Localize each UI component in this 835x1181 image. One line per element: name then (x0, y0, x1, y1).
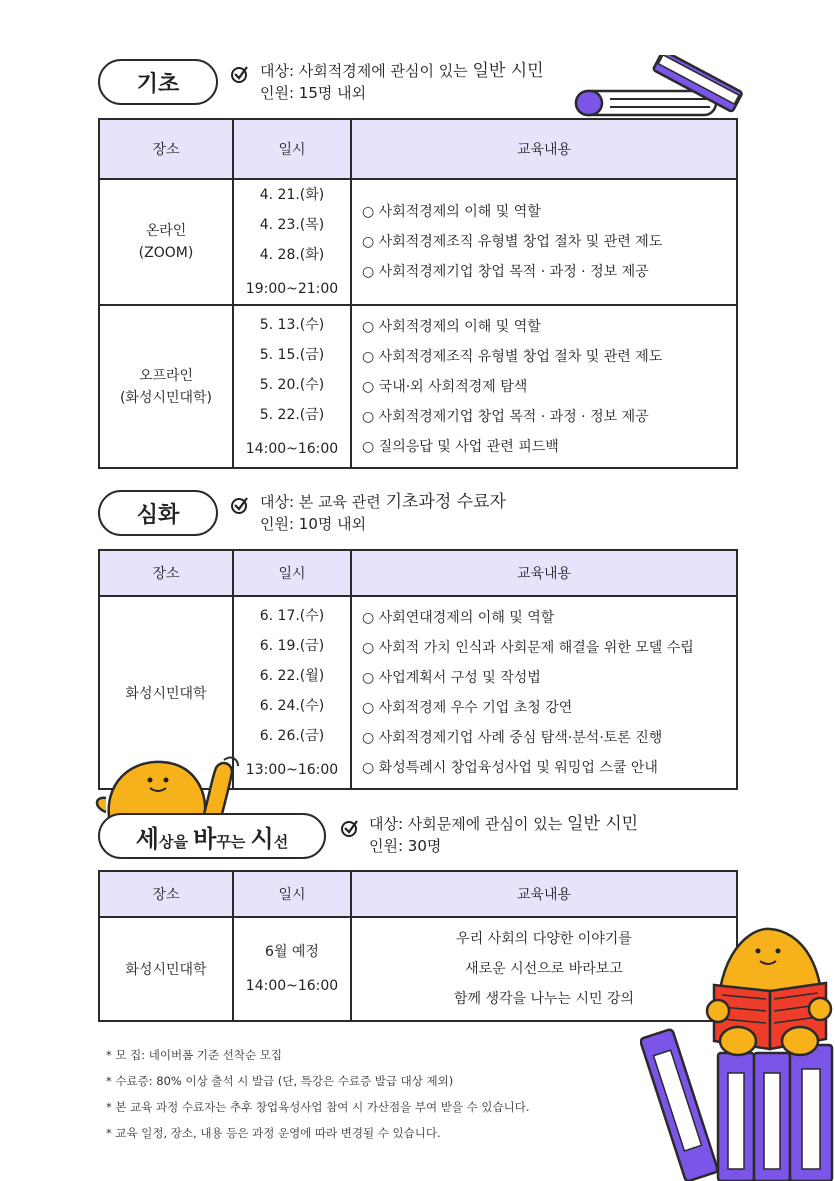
notes-list (106, 1042, 530, 1146)
header-content: 교육내용 (351, 119, 737, 179)
check-icon (230, 64, 250, 84)
place-cell (99, 305, 233, 468)
content-item: ○ 사회적경제조직 유형별 창업 절차 및 관련 제도 (362, 227, 736, 257)
date: 5. 15.(금) (259, 346, 325, 363)
advanced-target-emphasis: 기초과정 수료자 (385, 492, 506, 512)
place-sub: (ZOOM) (138, 245, 194, 261)
date: 6. 24.(수) (259, 697, 325, 714)
badge-text: 상을 (158, 832, 194, 851)
note-item: * 교육 일정, 장소, 내용 등은 과정 운영에 따라 변경될 수 있습니다. (106, 1126, 441, 1140)
lecture-badge (98, 813, 326, 859)
content-cell (351, 596, 737, 789)
time: 19:00~21:00 (245, 281, 339, 297)
advanced-target-text: 대상: 본 교육 관련 (260, 493, 386, 511)
dates-cell (233, 179, 351, 305)
basic-course-badge (98, 59, 218, 105)
dates-cell (233, 305, 351, 468)
content-item: ○ 사회적경제기업 사례 중심 탐색·분석·토론 진행 (362, 723, 736, 753)
content-line: 함께 생각을 나누는 시민 강의 (453, 991, 635, 1007)
header-datetime: 일시 (233, 871, 351, 917)
lecture-target-emphasis: 일반 시민 (567, 814, 639, 834)
basic-target (260, 60, 544, 104)
badge-char: 시 (250, 824, 274, 853)
basic-badge-label: 기초 (136, 71, 180, 97)
books-top-illustration (570, 55, 750, 120)
place-cell: 화성시민대학 (99, 596, 233, 789)
badge-text: 선 (273, 832, 289, 851)
lecture-target-text: 대상: 사회문제에 관심이 있는 (369, 815, 568, 833)
content-line: 우리 사회의 다양한 이야기를 (456, 931, 632, 947)
header-content: 교육내용 (351, 871, 737, 917)
content-item: ○ 사회적 가치 인식과 사회문제 해결을 위한 모델 수립 (362, 633, 736, 663)
badge-char: 세 (135, 824, 159, 853)
content-item: ○ 사회적경제기업 창업 목적 · 과정 · 정보 제공 (362, 402, 736, 432)
header-datetime: 일시 (233, 550, 351, 596)
note-item: * 본 교육 과정 수료자는 추후 창업육성사업 참여 시 가산점을 부여 받을 수 있습니다. (106, 1100, 530, 1114)
date: 5. 22.(금) (259, 406, 325, 423)
basic-target-emphasis: 일반 시민 (472, 61, 544, 81)
place-sub: (화성시민대학) (119, 389, 213, 406)
time: 14:00~16:00 (245, 440, 339, 457)
date: 4. 23.(목) (259, 217, 325, 233)
lecture-target (369, 813, 638, 857)
basic-target-text: 대상: 사회적경제에 관심이 있는 (260, 62, 473, 80)
content-item: ○ 사회적경제의 이해 및 역할 (362, 197, 736, 227)
content-cell (351, 305, 737, 468)
content-item: ○ 화성특례시 창업육성사업 및 워밍업 스쿨 안내 (362, 753, 736, 783)
date: 6월 예정 (265, 944, 319, 960)
date: 5. 13.(수) (259, 316, 325, 333)
time: 14:00~16:00 (245, 978, 339, 994)
note-item: * 수료증: 80% 이상 출석 시 발급 (단, 특강은 수료증 발급 대상 제외) (106, 1074, 454, 1088)
date: 6. 17.(수) (259, 607, 325, 624)
mascot-reading-illustration (640, 925, 835, 1181)
header-datetime: 일시 (233, 119, 351, 179)
place-name: 오프라인 (138, 367, 194, 384)
date: 4. 28.(화) (259, 247, 325, 263)
date: 4. 21.(화) (259, 187, 325, 203)
advanced-count: 인원: 10명 내외 (260, 515, 367, 533)
content-cell (351, 179, 737, 305)
content-item: ○ 사회적경제조직 유형별 창업 절차 및 관련 제도 (362, 342, 736, 372)
content-item: ○ 사회적경제기업 창업 목적 · 과정 · 정보 제공 (362, 257, 736, 287)
dates-cell (233, 917, 351, 1021)
lecture-badge-label (136, 819, 288, 854)
header-place: 장소 (99, 550, 233, 596)
badge-text: 꾸는 (216, 832, 251, 851)
content-item: ○ 사회적경제의 이해 및 역할 (362, 312, 736, 342)
check-icon (340, 818, 360, 838)
header-place: 장소 (99, 119, 233, 179)
time: 13:00~16:00 (245, 761, 339, 778)
table-row (99, 305, 737, 468)
badge-char: 바 (193, 824, 217, 853)
check-icon (230, 495, 250, 515)
advanced-badge-label: 심화 (136, 502, 180, 528)
date: 6. 19.(금) (259, 637, 325, 654)
header-content: 교육내용 (351, 550, 737, 596)
content-item: ○ 국내·외 사회적경제 탐색 (362, 372, 736, 402)
content-line: 새로운 시선으로 바라보고 (465, 961, 623, 977)
content-item: ○ 사업계획서 구성 및 작성법 (362, 663, 736, 693)
basic-count: 인원: 15명 내외 (260, 84, 367, 102)
basic-schedule-table (98, 118, 738, 469)
place-cell: 화성시민대학 (99, 917, 233, 1021)
place-name: 온라인 (145, 223, 187, 239)
place-cell (99, 179, 233, 305)
table-row (99, 179, 737, 305)
date: 6. 26.(금) (259, 727, 325, 744)
content-item: ○ 질의응답 및 사업 관련 피드백 (362, 432, 736, 462)
header-place: 장소 (99, 871, 233, 917)
date: 5. 20.(수) (259, 376, 325, 393)
note-item: * 모 집: 네이버폼 기준 선착순 모집 (106, 1048, 282, 1062)
advanced-course-badge (98, 490, 218, 536)
advanced-target (260, 491, 506, 535)
lecture-count: 인원: 30명 (369, 837, 442, 855)
content-item: ○ 사회적경제 우수 기업 초청 강연 (362, 693, 736, 723)
date: 6. 22.(월) (259, 667, 325, 684)
content-item: ○ 사회연대경제의 이해 및 역할 (362, 603, 736, 633)
